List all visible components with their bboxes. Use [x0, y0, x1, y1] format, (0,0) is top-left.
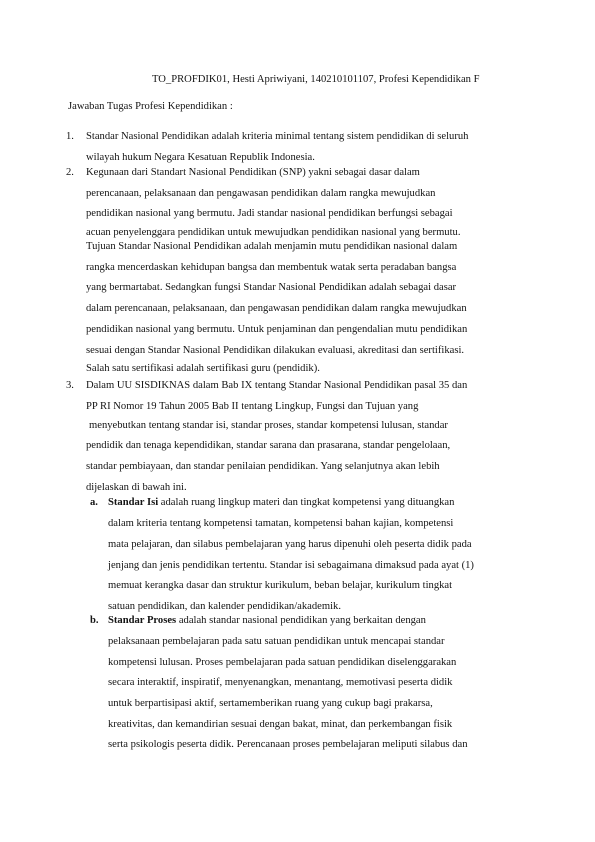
sub-item-text-line: secara interaktif, inspiratif, menyenangkan, menantang, memotivasi peserta didik — [108, 677, 453, 688]
item-text-line: perencanaan, pelaksanaan dan pengawasan pendidikan dalam rangka mewujudkan — [86, 188, 436, 199]
item-text-line: wilayah hukum Negara Kesatuan Republik Indonesia. — [86, 152, 315, 163]
item-text-line: Dalam UU SISDIKNAS dalam Bab IX tentang Standar Nasional Pendidikan pasal 35 dan — [86, 380, 468, 391]
sub-item-text-line: dalam kriteria tentang kompetensi tamatan, kompetensi bahan kajian, kompetensi — [108, 518, 454, 529]
item-text-line: dijelaskan di bawah ini. — [86, 482, 187, 493]
sub-item-term: Standar Proses — [108, 615, 177, 626]
document-header: TO_PROFDIK01, Hesti Apriwiyani, 140210101107, Profesi Kependidikan F — [152, 74, 480, 85]
sub-item-text-line: mata pelajaran, dan silabus pembelajaran yang harus dipenuhi oleh peserta didik pada — [108, 539, 472, 550]
sub-item-text-line: kreativitas, dan kemandirian sesuai dengan bakat, minat, dan perkembangan fisik — [108, 719, 453, 730]
item-text-line: Tujuan Standar Nasional Pendidikan adalah menjamin mutu pendidikan nasional dalam — [86, 241, 458, 252]
sub-item-first-line — [108, 496, 454, 509]
item-text-line: Salah satu sertifikasi adalah sertifikasi guru (pendidik). — [86, 363, 320, 374]
sub-item-first-line — [108, 614, 426, 627]
item-text-line: PP RI Nomor 19 Tahun 2005 Bab II tentang Lingkup, Fungsi dan Tujuan yang — [86, 401, 419, 412]
item-number: 2. — [66, 167, 74, 178]
item-text-line: standar pembiayaan, dan standar penilaian pendidikan. Yang selanjutnya akan lebih — [86, 461, 440, 472]
sub-item-text: adalah ruang lingkup materi dan tingkat kompetensi yang dituangkan — [158, 497, 455, 508]
item-text-line: Standar Nasional Pendidikan adalah kriteria minimal tentang sistem pendidikan di seluruh — [86, 131, 469, 142]
item-text-line: pendidikan nasional yang bermutu. Untuk penjaminan dan pengendalian mutu pendidikan — [86, 324, 468, 335]
sub-item-text-line: jenjang dan jenis pendidikan tertentu. Standar isi sebagaimana dimaksud pada ayat (1) — [108, 560, 474, 571]
item-text-line: pendidikan nasional yang bermutu. Jadi standar nasional pendidikan berfungsi sebagai — [86, 208, 453, 219]
item-text-line: menyebutkan tentang standar isi, standar proses, standar kompetensi lulusan, standar — [89, 420, 448, 431]
sub-item-letter: a. — [90, 497, 98, 508]
item-text-line: dalam perencanaan, pelaksanaan, dan pengawasan pendidikan dalam rangka mewujudkan — [86, 303, 467, 314]
sub-item-letter: b. — [90, 615, 99, 626]
sub-item-text-line: untuk berpartisipasi aktif, sertamemberikan ruang yang cukup bagi prakarsa, — [108, 698, 433, 709]
sub-item-text-line: pelaksanaan pembelajaran pada satu satuan pendidikan untuk mencapai standar — [108, 636, 445, 647]
sub-item-text-line: memuat kerangka dasar dan struktur kurikulum, beban belajar, kurikulum tingkat — [108, 580, 453, 591]
intro-line: Jawaban Tugas Profesi Kependidikan : — [68, 101, 233, 112]
item-number: 1. — [66, 131, 74, 142]
sub-item-text-line: kompetensi lulusan. Proses pembelajaran pada satuan pendidikan diselenggarakan — [108, 657, 457, 668]
sub-item-text-line: satuan pendidikan, dan kalender pendidikan/akademik. — [108, 601, 341, 612]
item-text-line: sesuai dengan Standar Nasional Pendidikan dilakukan evaluasi, akreditasi dan sertifikasi. — [86, 345, 465, 356]
item-text-line: pendidik dan tenaga kependidikan, standar sarana dan prasarana, standar pengelolaan, — [86, 440, 451, 451]
item-number: 3. — [66, 380, 74, 391]
item-text-line: Kegunaan dari Standart Nasional Pendidikan (SNP) yakni sebagai dasar dalam — [86, 167, 420, 178]
item-text-line: yang bermartabat. Sedangkan fungsi Standar Nasional Pendidikan adalah sebagai dasar — [86, 282, 457, 293]
sub-item-term: Standar Isi — [108, 497, 159, 508]
sub-item-text-line: serta psikologis peserta didik. Perencanaan proses pembelajaran meliputi silabus dan — [108, 739, 468, 750]
item-text-line: rangka mencerdaskan kehidupan bangsa dan membentuk watak serta peradaban bangsa — [86, 262, 457, 273]
item-text-line: acuan penyelenggara pendidikan untuk mewujudkan pendidikan nasional yang bermutu. — [86, 227, 461, 238]
sub-item-text: adalah standar nasional pendidikan yang berkaitan dengan — [176, 615, 426, 626]
